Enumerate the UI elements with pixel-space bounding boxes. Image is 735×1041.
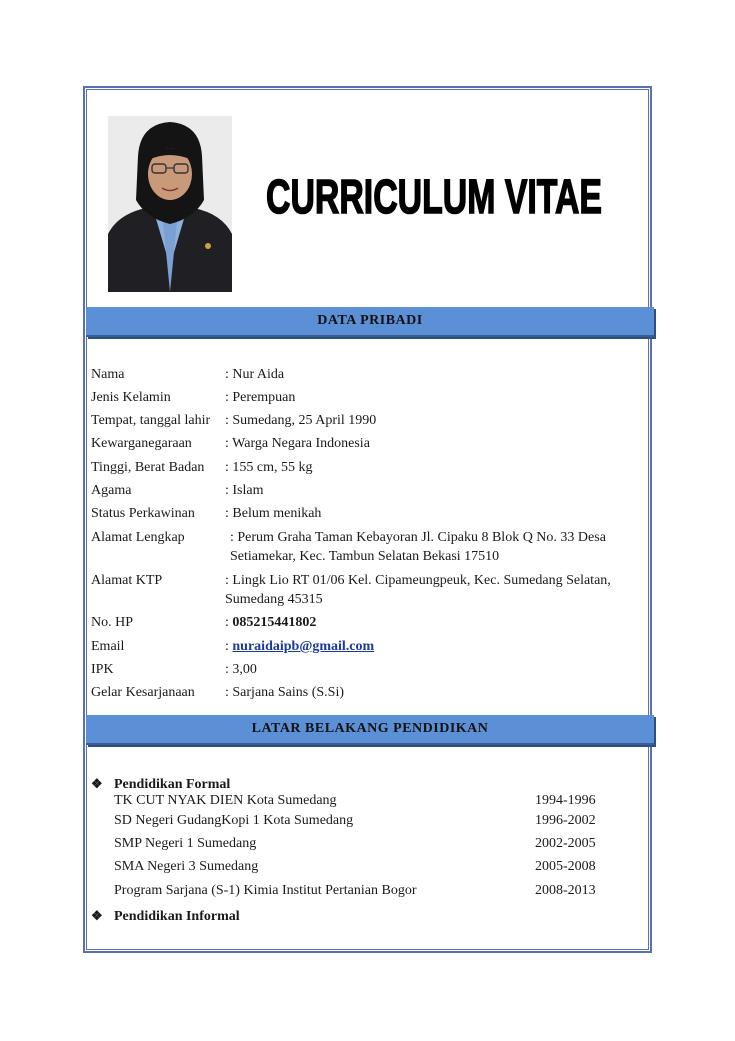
field-label: Gelar Kesarjanaan: [91, 685, 195, 700]
field-label: Agama: [91, 483, 132, 498]
school-name: SD Negeri GudangKopi 1 Kota Sumedang: [114, 813, 354, 828]
field-label: Email: [91, 639, 125, 654]
field-value: : Islam: [225, 483, 264, 498]
school-name: SMP Negeri 1 Sumedang: [114, 836, 257, 851]
document-title-text: CURRICULUM VITAE: [266, 171, 602, 224]
field-value: : 155 cm, 55 kg: [225, 460, 313, 475]
field-value: : Lingk Lio RT 01/06 Kel. Cipameungpeuk, Kec. Sumedang Selatan, Sumedang 45315: [225, 573, 611, 607]
diamond-bullet-icon: ❖: [91, 908, 103, 923]
field-label: Tinggi, Berat Badan: [91, 460, 205, 475]
field-value: : Perempuan: [225, 390, 296, 405]
field-value: : 3,00: [225, 662, 257, 677]
field-label: Alamat KTP: [91, 573, 163, 588]
field-label: Alamat Lengkap: [91, 530, 185, 545]
profile-photo: [108, 116, 232, 292]
phone-number: 085215441802: [232, 615, 317, 630]
section-header-personal: [86, 307, 654, 337]
section-header-education: [86, 715, 654, 745]
field-label: Status Perkawinan: [91, 506, 195, 521]
email-link[interactable]: nuraidaipb@gmail.com: [232, 639, 375, 654]
section-title-personal: DATA PRIBADI: [317, 313, 423, 328]
field-prefix: :: [225, 639, 233, 654]
field-value: : Warga Negara Indonesia: [225, 436, 370, 451]
section-title-education: LATAR BELAKANG PENDIDIKAN: [251, 721, 489, 736]
field-value: : Sarjana Sains (S.Si): [225, 685, 344, 700]
informal-education-label: Pendidikan Informal: [114, 909, 240, 924]
formal-education-label: Pendidikan Formal: [114, 777, 231, 792]
school-years: 2008-2013: [535, 883, 596, 898]
field-prefix: :: [225, 615, 233, 630]
field-label: IPK: [91, 662, 114, 677]
school-years: 1996-2002: [535, 813, 596, 828]
diamond-bullet-icon: ❖: [91, 776, 103, 791]
school-years: 2005-2008: [535, 859, 596, 874]
field-label: Kewarganegaraan: [91, 436, 192, 451]
school-years: 2002-2005: [535, 836, 596, 851]
informal-education-heading: [91, 907, 240, 926]
field-label: No. HP: [91, 615, 134, 630]
document-title: [262, 160, 607, 230]
school-name: TK CUT NYAK DIEN Kota Sumedang: [114, 793, 337, 808]
field-value: [225, 637, 374, 656]
field-value: : Sumedang, 25 April 1990: [225, 413, 377, 428]
school-name: SMA Negeri 3 Sumedang: [114, 859, 259, 874]
field-value: : Nur Aida: [225, 367, 285, 382]
field-value: : Belum menikah: [225, 506, 322, 521]
field-label: Nama: [91, 367, 125, 382]
school-name: Program Sarjana (S-1) Kimia Institut Pertanian Bogor: [114, 883, 417, 898]
field-label: Jenis Kelamin: [91, 390, 171, 405]
school-years: 1994-1996: [535, 793, 596, 808]
field-value: [225, 613, 316, 632]
field-label: Tempat, tanggal lahir: [91, 413, 211, 428]
field-value: : Perum Graha Taman Kebayoran Jl. Cipaku 8 Blok Q No. 33 Desa Setiamekar, Kec. Tambun Selatan Bekasi 17510: [230, 530, 606, 564]
